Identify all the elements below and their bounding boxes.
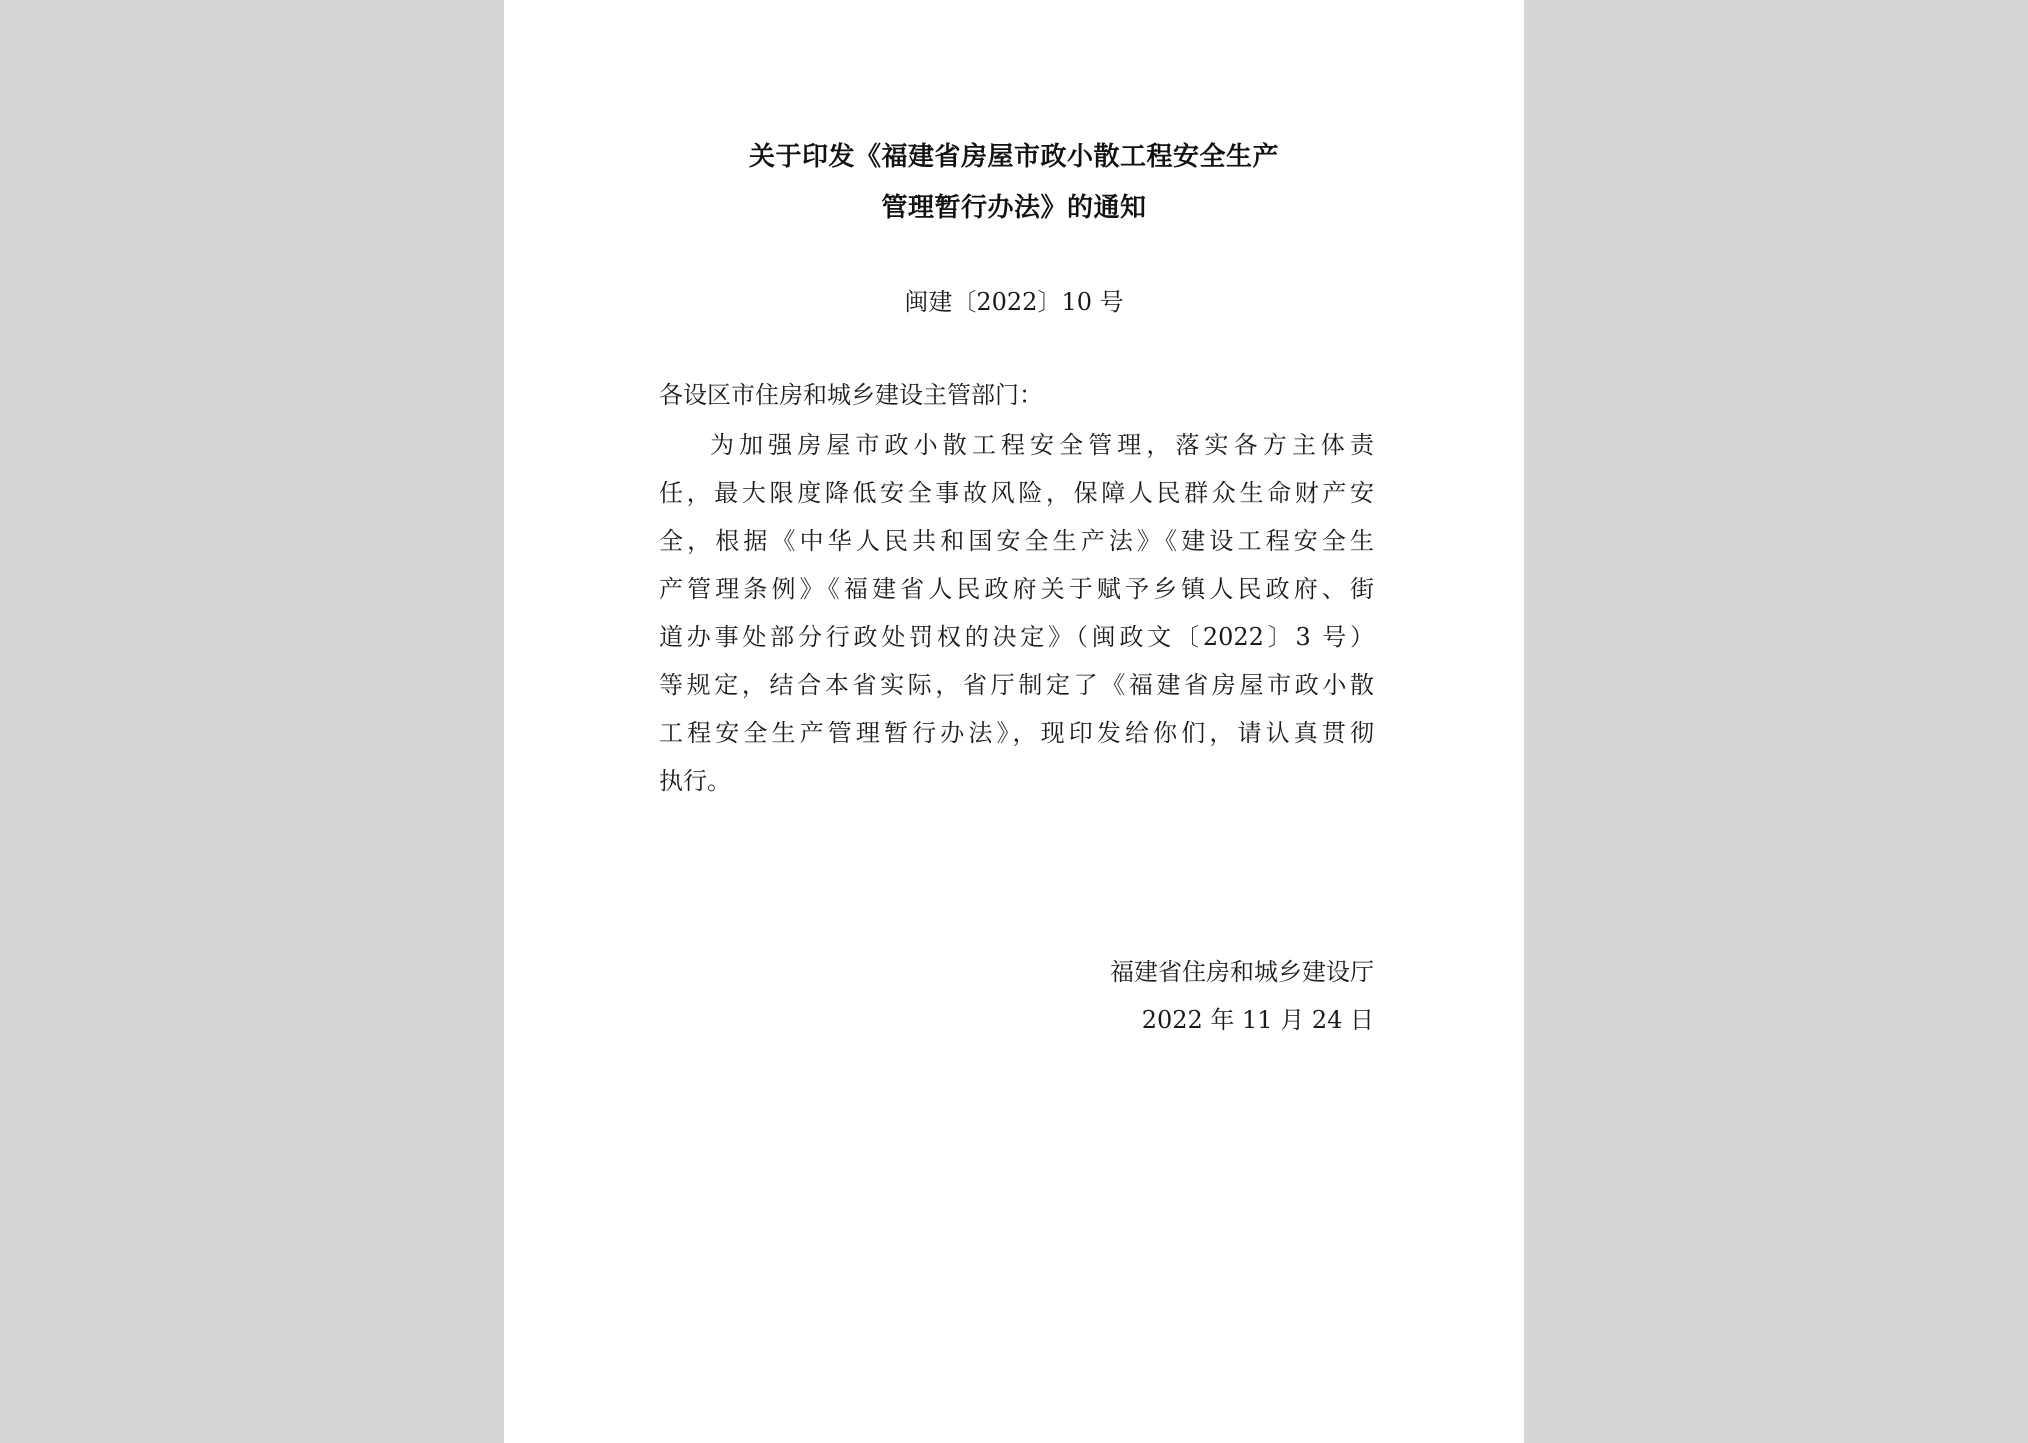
body-line-3: 全，根据《中华人民共和国安全生产法》《建设工程安全生 <box>659 527 1374 555</box>
body-line-6: 等规定，结合本省实际，省厅制定了《福建省房屋市政小散 <box>659 671 1374 699</box>
body-line-1: 为加强房屋市政小散工程安全管理，落实各方主体责 <box>710 431 1374 459</box>
body-line-7: 工程安全生产管理暂行办法》，现印发给你们，请认真贯彻 <box>659 719 1374 747</box>
body-line-4: 产管理条例》《福建省人民政府关于赋予乡镇人民政府、街 <box>659 575 1374 603</box>
document-title-line-2: 管理暂行办法》的通知 <box>881 193 1147 223</box>
signature-organization: 福建省住房和城乡建设厅 <box>1110 958 1374 986</box>
salutation: 各设区市住房和城乡建设主管部门： <box>659 381 1043 409</box>
signature-date: 2022 年 11 月 24 日 <box>1141 1006 1374 1034</box>
document-number: 闽建〔2022〕10 号 <box>904 288 1124 316</box>
body-line-2: 任，最大限度降低安全事故风险，保障人民群众生命财产安 <box>659 479 1374 507</box>
body-line-8: 执行。 <box>659 767 731 795</box>
body-line-5: 道办事处部分行政处罚权的决定》（闽政文〔2022〕3 号） <box>659 623 1374 651</box>
document-page <box>504 0 1524 1443</box>
document-title-line-1: 关于印发《福建省房屋市政小散工程安全生产 <box>748 142 1279 172</box>
